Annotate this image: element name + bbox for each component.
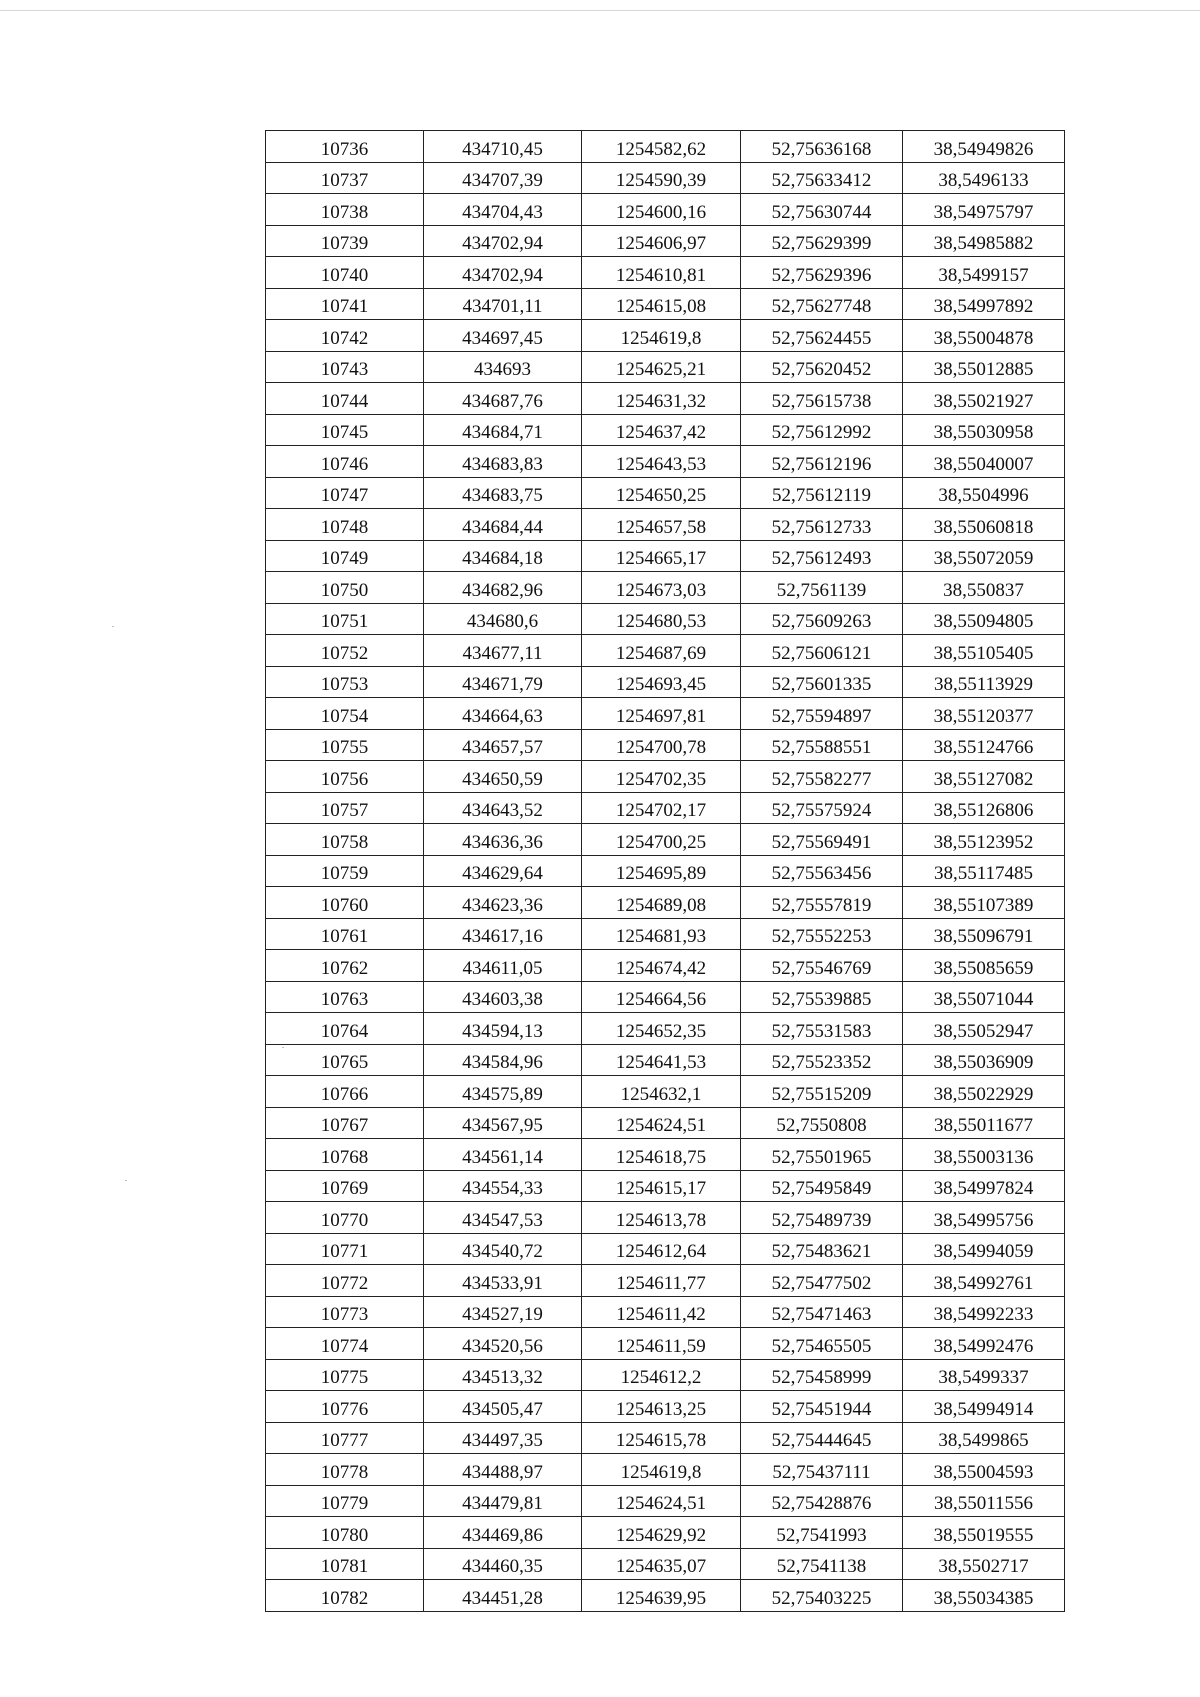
coord-x-cell: 434469,86 xyxy=(424,1517,582,1549)
latitude-cell: 52,75563456 xyxy=(741,855,903,887)
point-number-cell: 10775 xyxy=(266,1359,424,1391)
latitude-cell: 52,75636168 xyxy=(741,131,903,163)
coord-y-cell: 1254629,92 xyxy=(582,1517,741,1549)
coord-x-cell: 434575,89 xyxy=(424,1076,582,1108)
table-row xyxy=(266,351,1065,383)
table-row xyxy=(266,1517,1065,1549)
table-row xyxy=(266,1202,1065,1234)
table-row xyxy=(266,666,1065,698)
latitude-cell: 52,75612119 xyxy=(741,477,903,509)
table-row xyxy=(266,1391,1065,1423)
table-row xyxy=(266,446,1065,478)
coord-y-cell: 1254641,53 xyxy=(582,1044,741,1076)
latitude-cell: 52,7550808 xyxy=(741,1107,903,1139)
coord-x-cell: 434505,47 xyxy=(424,1391,582,1423)
point-number-cell: 10764 xyxy=(266,1013,424,1045)
point-number-cell: 10739 xyxy=(266,225,424,257)
latitude-cell: 52,75557819 xyxy=(741,887,903,919)
point-number-cell: 10740 xyxy=(266,257,424,289)
longitude-cell: 38,55094805 xyxy=(903,603,1065,635)
coord-x-cell: 434702,94 xyxy=(424,225,582,257)
point-number-cell: 10777 xyxy=(266,1422,424,1454)
latitude-cell: 52,75437111 xyxy=(741,1454,903,1486)
table-row xyxy=(266,1139,1065,1171)
coord-x-cell: 434488,97 xyxy=(424,1454,582,1486)
longitude-cell: 38,55113929 xyxy=(903,666,1065,698)
coord-y-cell: 1254611,59 xyxy=(582,1328,741,1360)
table-row xyxy=(266,1233,1065,1265)
longitude-cell: 38,55034385 xyxy=(903,1580,1065,1612)
coord-y-cell: 1254652,35 xyxy=(582,1013,741,1045)
longitude-cell: 38,55040007 xyxy=(903,446,1065,478)
latitude-cell: 52,75588551 xyxy=(741,729,903,761)
table-row xyxy=(266,603,1065,635)
coord-y-cell: 1254624,51 xyxy=(582,1485,741,1517)
table-row xyxy=(266,194,1065,226)
coord-x-cell: 434677,11 xyxy=(424,635,582,667)
coord-x-cell: 434664,63 xyxy=(424,698,582,730)
longitude-cell: 38,54992761 xyxy=(903,1265,1065,1297)
table-row xyxy=(266,887,1065,919)
coord-x-cell: 434636,36 xyxy=(424,824,582,856)
coord-y-cell: 1254635,07 xyxy=(582,1548,741,1580)
longitude-cell: 38,55004593 xyxy=(903,1454,1065,1486)
table-row xyxy=(266,414,1065,446)
latitude-cell: 52,75489739 xyxy=(741,1202,903,1234)
coord-x-cell: 434611,05 xyxy=(424,950,582,982)
point-number-cell: 10781 xyxy=(266,1548,424,1580)
longitude-cell: 38,5499865 xyxy=(903,1422,1065,1454)
coord-x-cell: 434623,36 xyxy=(424,887,582,919)
coord-y-cell: 1254665,17 xyxy=(582,540,741,572)
coord-x-cell: 434682,96 xyxy=(424,572,582,604)
longitude-cell: 38,550837 xyxy=(903,572,1065,604)
latitude-cell: 52,75428876 xyxy=(741,1485,903,1517)
table-row xyxy=(266,1170,1065,1202)
point-number-cell: 10759 xyxy=(266,855,424,887)
latitude-cell: 52,75609263 xyxy=(741,603,903,635)
point-number-cell: 10782 xyxy=(266,1580,424,1612)
latitude-cell: 52,75624455 xyxy=(741,320,903,352)
coord-x-cell: 434497,35 xyxy=(424,1422,582,1454)
latitude-cell: 52,75483621 xyxy=(741,1233,903,1265)
coord-x-cell: 434629,64 xyxy=(424,855,582,887)
coord-x-cell: 434520,56 xyxy=(424,1328,582,1360)
table-row xyxy=(266,162,1065,194)
point-number-cell: 10766 xyxy=(266,1076,424,1108)
table-row xyxy=(266,1548,1065,1580)
point-number-cell: 10770 xyxy=(266,1202,424,1234)
coord-y-cell: 1254618,75 xyxy=(582,1139,741,1171)
coord-x-cell: 434650,59 xyxy=(424,761,582,793)
longitude-cell: 38,55120377 xyxy=(903,698,1065,730)
coord-x-cell: 434513,32 xyxy=(424,1359,582,1391)
coord-y-cell: 1254615,08 xyxy=(582,288,741,320)
point-number-cell: 10743 xyxy=(266,351,424,383)
coord-x-cell: 434451,28 xyxy=(424,1580,582,1612)
point-number-cell: 10746 xyxy=(266,446,424,478)
latitude-cell: 52,75594897 xyxy=(741,698,903,730)
point-number-cell: 10780 xyxy=(266,1517,424,1549)
point-number-cell: 10754 xyxy=(266,698,424,730)
longitude-cell: 38,5499157 xyxy=(903,257,1065,289)
longitude-cell: 38,55105405 xyxy=(903,635,1065,667)
scan-top-edge xyxy=(0,10,1200,11)
table-row xyxy=(266,981,1065,1013)
table-row xyxy=(266,761,1065,793)
longitude-cell: 38,54992476 xyxy=(903,1328,1065,1360)
latitude-cell: 52,75539885 xyxy=(741,981,903,1013)
latitude-cell: 52,75546769 xyxy=(741,950,903,982)
coord-y-cell: 1254619,8 xyxy=(582,320,741,352)
point-number-cell: 10772 xyxy=(266,1265,424,1297)
scan-speck xyxy=(112,626,114,627)
coord-y-cell: 1254673,03 xyxy=(582,572,741,604)
longitude-cell: 38,55072059 xyxy=(903,540,1065,572)
point-number-cell: 10736 xyxy=(266,131,424,163)
coord-y-cell: 1254611,77 xyxy=(582,1265,741,1297)
table-row xyxy=(266,824,1065,856)
coord-x-cell: 434683,75 xyxy=(424,477,582,509)
table-row xyxy=(266,225,1065,257)
point-number-cell: 10765 xyxy=(266,1044,424,1076)
coord-y-cell: 1254613,78 xyxy=(582,1202,741,1234)
point-number-cell: 10771 xyxy=(266,1233,424,1265)
table-row xyxy=(266,1265,1065,1297)
latitude-cell: 52,75612992 xyxy=(741,414,903,446)
coord-y-cell: 1254700,25 xyxy=(582,824,741,856)
coord-y-cell: 1254689,08 xyxy=(582,887,741,919)
latitude-cell: 52,75612493 xyxy=(741,540,903,572)
latitude-cell: 52,75451944 xyxy=(741,1391,903,1423)
latitude-cell: 52,75629399 xyxy=(741,225,903,257)
scan-speck xyxy=(125,1180,127,1181)
coord-y-cell: 1254582,62 xyxy=(582,131,741,163)
longitude-cell: 38,55011677 xyxy=(903,1107,1065,1139)
longitude-cell: 38,54994914 xyxy=(903,1391,1065,1423)
point-number-cell: 10760 xyxy=(266,887,424,919)
coord-y-cell: 1254590,39 xyxy=(582,162,741,194)
point-number-cell: 10756 xyxy=(266,761,424,793)
coordinates-table xyxy=(265,130,1065,1612)
coord-x-cell: 434479,81 xyxy=(424,1485,582,1517)
latitude-cell: 52,7541993 xyxy=(741,1517,903,1549)
coord-x-cell: 434594,13 xyxy=(424,1013,582,1045)
latitude-cell: 52,75471463 xyxy=(741,1296,903,1328)
coord-y-cell: 1254643,53 xyxy=(582,446,741,478)
longitude-cell: 38,55071044 xyxy=(903,981,1065,1013)
point-number-cell: 10778 xyxy=(266,1454,424,1486)
table-row xyxy=(266,540,1065,572)
longitude-cell: 38,55019555 xyxy=(903,1517,1065,1549)
latitude-cell: 52,75582277 xyxy=(741,761,903,793)
coord-y-cell: 1254700,78 xyxy=(582,729,741,761)
coord-x-cell: 434617,16 xyxy=(424,918,582,950)
point-number-cell: 10752 xyxy=(266,635,424,667)
longitude-cell: 38,54997892 xyxy=(903,288,1065,320)
point-number-cell: 10738 xyxy=(266,194,424,226)
longitude-cell: 38,5496133 xyxy=(903,162,1065,194)
table-row xyxy=(266,1296,1065,1328)
coord-x-cell: 434603,38 xyxy=(424,981,582,1013)
table-row xyxy=(266,1485,1065,1517)
table-row xyxy=(266,572,1065,604)
coord-y-cell: 1254624,51 xyxy=(582,1107,741,1139)
coord-x-cell: 434707,39 xyxy=(424,162,582,194)
latitude-cell: 52,75501965 xyxy=(741,1139,903,1171)
latitude-cell: 52,75620452 xyxy=(741,351,903,383)
longitude-cell: 38,55003136 xyxy=(903,1139,1065,1171)
coord-x-cell: 434540,72 xyxy=(424,1233,582,1265)
latitude-cell: 52,75633412 xyxy=(741,162,903,194)
longitude-cell: 38,54994059 xyxy=(903,1233,1065,1265)
table-row xyxy=(266,288,1065,320)
coord-y-cell: 1254664,56 xyxy=(582,981,741,1013)
table-row xyxy=(266,918,1065,950)
longitude-cell: 38,55127082 xyxy=(903,761,1065,793)
coord-x-cell: 434684,44 xyxy=(424,509,582,541)
table-row xyxy=(266,1580,1065,1612)
latitude-cell: 52,75523352 xyxy=(741,1044,903,1076)
longitude-cell: 38,54975797 xyxy=(903,194,1065,226)
point-number-cell: 10779 xyxy=(266,1485,424,1517)
latitude-cell: 52,75630744 xyxy=(741,194,903,226)
coord-y-cell: 1254613,25 xyxy=(582,1391,741,1423)
table-row xyxy=(266,855,1065,887)
coord-y-cell: 1254693,45 xyxy=(582,666,741,698)
point-number-cell: 10768 xyxy=(266,1139,424,1171)
table-row xyxy=(266,131,1065,163)
longitude-cell: 38,55012885 xyxy=(903,351,1065,383)
point-number-cell: 10763 xyxy=(266,981,424,1013)
latitude-cell: 52,75403225 xyxy=(741,1580,903,1612)
coord-y-cell: 1254625,21 xyxy=(582,351,741,383)
latitude-cell: 52,75465505 xyxy=(741,1328,903,1360)
latitude-cell: 52,75601335 xyxy=(741,666,903,698)
point-number-cell: 10755 xyxy=(266,729,424,761)
coord-y-cell: 1254657,58 xyxy=(582,509,741,541)
longitude-cell: 38,55011556 xyxy=(903,1485,1065,1517)
longitude-cell: 38,55022929 xyxy=(903,1076,1065,1108)
latitude-cell: 52,75615738 xyxy=(741,383,903,415)
longitude-cell: 38,55107389 xyxy=(903,887,1065,919)
latitude-cell: 52,75495849 xyxy=(741,1170,903,1202)
table-row xyxy=(266,1454,1065,1486)
coord-y-cell: 1254631,32 xyxy=(582,383,741,415)
coord-y-cell: 1254600,16 xyxy=(582,194,741,226)
point-number-cell: 10773 xyxy=(266,1296,424,1328)
coord-y-cell: 1254695,89 xyxy=(582,855,741,887)
coord-y-cell: 1254637,42 xyxy=(582,414,741,446)
coord-x-cell: 434684,71 xyxy=(424,414,582,446)
point-number-cell: 10761 xyxy=(266,918,424,950)
longitude-cell: 38,55052947 xyxy=(903,1013,1065,1045)
table-row xyxy=(266,1359,1065,1391)
coord-x-cell: 434704,43 xyxy=(424,194,582,226)
coord-y-cell: 1254674,42 xyxy=(582,950,741,982)
longitude-cell: 38,55123952 xyxy=(903,824,1065,856)
latitude-cell: 52,75629396 xyxy=(741,257,903,289)
longitude-cell: 38,55030958 xyxy=(903,414,1065,446)
table-row xyxy=(266,792,1065,824)
longitude-cell: 38,5499337 xyxy=(903,1359,1065,1391)
coord-x-cell: 434683,83 xyxy=(424,446,582,478)
coord-y-cell: 1254697,81 xyxy=(582,698,741,730)
point-number-cell: 10750 xyxy=(266,572,424,604)
coord-x-cell: 434643,52 xyxy=(424,792,582,824)
table-row xyxy=(266,1044,1065,1076)
longitude-cell: 38,55126806 xyxy=(903,792,1065,824)
table-row xyxy=(266,729,1065,761)
point-number-cell: 10753 xyxy=(266,666,424,698)
point-number-cell: 10774 xyxy=(266,1328,424,1360)
latitude-cell: 52,75627748 xyxy=(741,288,903,320)
coord-y-cell: 1254702,35 xyxy=(582,761,741,793)
coord-x-cell: 434561,14 xyxy=(424,1139,582,1171)
coord-y-cell: 1254702,17 xyxy=(582,792,741,824)
coord-y-cell: 1254619,8 xyxy=(582,1454,741,1486)
longitude-cell: 38,54992233 xyxy=(903,1296,1065,1328)
coord-x-cell: 434680,6 xyxy=(424,603,582,635)
latitude-cell: 52,75515209 xyxy=(741,1076,903,1108)
coord-x-cell: 434701,11 xyxy=(424,288,582,320)
coord-x-cell: 434554,33 xyxy=(424,1170,582,1202)
longitude-cell: 38,55060818 xyxy=(903,509,1065,541)
coord-x-cell: 434697,45 xyxy=(424,320,582,352)
coord-y-cell: 1254612,2 xyxy=(582,1359,741,1391)
coord-x-cell: 434460,35 xyxy=(424,1548,582,1580)
point-number-cell: 10748 xyxy=(266,509,424,541)
coord-x-cell: 434584,96 xyxy=(424,1044,582,1076)
longitude-cell: 38,5504996 xyxy=(903,477,1065,509)
longitude-cell: 38,54995756 xyxy=(903,1202,1065,1234)
point-number-cell: 10769 xyxy=(266,1170,424,1202)
point-number-cell: 10767 xyxy=(266,1107,424,1139)
longitude-cell: 38,55021927 xyxy=(903,383,1065,415)
coord-y-cell: 1254610,81 xyxy=(582,257,741,289)
longitude-cell: 38,55085659 xyxy=(903,950,1065,982)
coord-x-cell: 434567,95 xyxy=(424,1107,582,1139)
latitude-cell: 52,7541138 xyxy=(741,1548,903,1580)
coord-y-cell: 1254611,42 xyxy=(582,1296,741,1328)
table-row xyxy=(266,950,1065,982)
point-number-cell: 10776 xyxy=(266,1391,424,1423)
table-row xyxy=(266,1328,1065,1360)
longitude-cell: 38,55036909 xyxy=(903,1044,1065,1076)
coord-x-cell: 434533,91 xyxy=(424,1265,582,1297)
longitude-cell: 38,55124766 xyxy=(903,729,1065,761)
latitude-cell: 52,75552253 xyxy=(741,918,903,950)
point-number-cell: 10751 xyxy=(266,603,424,635)
table-row xyxy=(266,635,1065,667)
coord-y-cell: 1254606,97 xyxy=(582,225,741,257)
latitude-cell: 52,75606121 xyxy=(741,635,903,667)
coord-y-cell: 1254615,17 xyxy=(582,1170,741,1202)
point-number-cell: 10737 xyxy=(266,162,424,194)
coord-x-cell: 434684,18 xyxy=(424,540,582,572)
latitude-cell: 52,75612733 xyxy=(741,509,903,541)
coordinates-table-body xyxy=(266,131,1065,1612)
point-number-cell: 10757 xyxy=(266,792,424,824)
coord-x-cell: 434671,79 xyxy=(424,666,582,698)
point-number-cell: 10758 xyxy=(266,824,424,856)
latitude-cell: 52,75569491 xyxy=(741,824,903,856)
coord-x-cell: 434710,45 xyxy=(424,131,582,163)
point-number-cell: 10741 xyxy=(266,288,424,320)
table-row xyxy=(266,320,1065,352)
coord-y-cell: 1254639,95 xyxy=(582,1580,741,1612)
table-row xyxy=(266,383,1065,415)
coord-x-cell: 434687,76 xyxy=(424,383,582,415)
point-number-cell: 10762 xyxy=(266,950,424,982)
latitude-cell: 52,7561139 xyxy=(741,572,903,604)
coord-y-cell: 1254612,64 xyxy=(582,1233,741,1265)
table-row xyxy=(266,1076,1065,1108)
latitude-cell: 52,75612196 xyxy=(741,446,903,478)
coord-x-cell: 434657,57 xyxy=(424,729,582,761)
coord-y-cell: 1254680,53 xyxy=(582,603,741,635)
point-number-cell: 10745 xyxy=(266,414,424,446)
latitude-cell: 52,75575924 xyxy=(741,792,903,824)
longitude-cell: 38,55096791 xyxy=(903,918,1065,950)
longitude-cell: 38,54949826 xyxy=(903,131,1065,163)
coord-x-cell: 434693 xyxy=(424,351,582,383)
point-number-cell: 10744 xyxy=(266,383,424,415)
coord-x-cell: 434547,53 xyxy=(424,1202,582,1234)
coord-y-cell: 1254687,69 xyxy=(582,635,741,667)
longitude-cell: 38,55117485 xyxy=(903,855,1065,887)
coord-x-cell: 434527,19 xyxy=(424,1296,582,1328)
coord-y-cell: 1254632,1 xyxy=(582,1076,741,1108)
table-row xyxy=(266,698,1065,730)
longitude-cell: 38,54997824 xyxy=(903,1170,1065,1202)
point-number-cell: 10742 xyxy=(266,320,424,352)
coord-y-cell: 1254615,78 xyxy=(582,1422,741,1454)
longitude-cell: 38,5502717 xyxy=(903,1548,1065,1580)
table-row xyxy=(266,257,1065,289)
table-row xyxy=(266,1013,1065,1045)
longitude-cell: 38,54985882 xyxy=(903,225,1065,257)
latitude-cell: 52,75458999 xyxy=(741,1359,903,1391)
table-row xyxy=(266,1107,1065,1139)
point-number-cell: 10747 xyxy=(266,477,424,509)
latitude-cell: 52,75531583 xyxy=(741,1013,903,1045)
table-row xyxy=(266,477,1065,509)
latitude-cell: 52,75444645 xyxy=(741,1422,903,1454)
table-row xyxy=(266,1422,1065,1454)
point-number-cell: 10749 xyxy=(266,540,424,572)
longitude-cell: 38,55004878 xyxy=(903,320,1065,352)
coord-y-cell: 1254650,25 xyxy=(582,477,741,509)
table-row xyxy=(266,509,1065,541)
latitude-cell: 52,75477502 xyxy=(741,1265,903,1297)
coord-y-cell: 1254681,93 xyxy=(582,918,741,950)
coord-x-cell: 434702,94 xyxy=(424,257,582,289)
